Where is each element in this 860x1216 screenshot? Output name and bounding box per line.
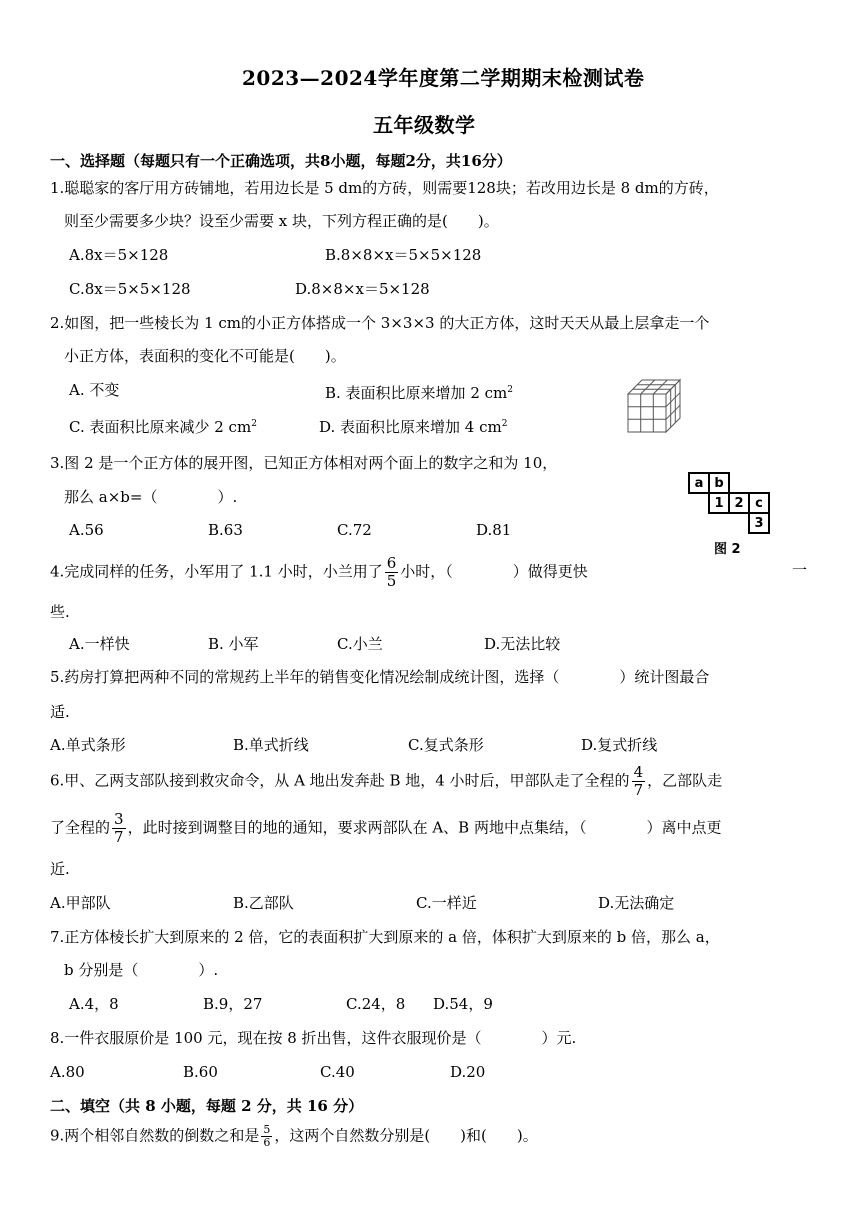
question-3-line2: 那么 a×b=（ ）. xyxy=(64,488,238,506)
question-2-line1: 2.如图，把一些棱长为 1 cm的小正方体搭成一个 3×3×3 的大正方体，这时天天从最上层拿走一个 xyxy=(50,314,710,332)
question-7-line1: 7.正方体棱长扩大到原来的 2 倍，它的表面积扩大到原来的 a 倍，体积扩大到原来的 b 倍，那么 a， xyxy=(50,928,720,946)
question-1-option-b: B.8×8×x＝5×5×128 xyxy=(325,246,482,264)
question-6-option-c: C.一样近 xyxy=(416,894,477,912)
question-6-option-d: D.无法确定 xyxy=(598,894,675,912)
page-title: 2023—2024学年度第二学期期末检测试卷 xyxy=(242,66,645,90)
question-8-line1: 8.一件衣服原价是 100 元，现在按 8 折出售，这件衣服现价是（ ）元. xyxy=(50,1029,577,1047)
question-5-option-a: A.单式条形 xyxy=(50,736,126,754)
question-1-line1: 1.聪聪家的客厅用方砖铺地，若用边长是 5 dm的方砖，则需要128块；若改用边长是 8 dm的方砖， xyxy=(50,179,719,197)
question-1-option-a: A.8x＝5×128 xyxy=(69,246,169,264)
question-4-option-a: A.一样快 xyxy=(69,635,130,653)
question-4-line1: 4.完成同样的任务，小军用了 1.1 小时，小兰用了 $\frac{6}{5}$ 小时，（ ）做得更快 xyxy=(50,554,588,590)
question-2-line2: 小正方体，表面积的变化不可能是( )。 xyxy=(64,347,346,365)
question-7-line2: b 分别是（ ）. xyxy=(64,961,219,979)
question-4-option-b: B. 小军 xyxy=(208,635,259,653)
fraction-4-7: $\frac{4}{7}$ xyxy=(633,763,644,799)
fraction-3-7: $\frac{3}{7}$ xyxy=(114,810,124,846)
question-5-option-c: C.复式条形 xyxy=(408,736,484,754)
question-1-line2: 则至少需要多少块？设至少需要 x 块，下列方程正确的是( )。 xyxy=(64,212,499,230)
question-8-option-c: C.40 xyxy=(320,1063,355,1081)
question-3-option-b: B.63 xyxy=(208,521,243,539)
question-3-option-a: A.56 xyxy=(69,521,104,539)
question-2-option-b: B. 表面积比原来增加 2 $cm^2$ xyxy=(325,384,513,402)
net-cell-3: 3 xyxy=(749,513,769,533)
net-caption: 图 2 xyxy=(714,542,741,557)
net-cell-2: 2 xyxy=(729,493,749,513)
cube-figure xyxy=(626,378,690,434)
net-cell-a: a xyxy=(689,473,709,493)
question-4-line2: 些. xyxy=(50,603,70,621)
question-8-option-b: B.60 xyxy=(183,1063,218,1081)
question-3-line1: 3.图 2 是一个正方体的展开图，已知正方体相对两个面上的数字之和为 10， xyxy=(50,454,558,472)
question-7-option-c: C.24，8 xyxy=(346,995,406,1013)
question-4-option-d: D.无法比较 xyxy=(484,635,561,653)
question-1-option-d: D.8×8×x＝5×128 xyxy=(295,280,430,298)
question-5-line1: 5.药房打算把两种不同的常规药上半年的销售变化情况绘制成统计图，选择（ ）统计图最合 xyxy=(50,668,710,686)
section-heading-choice: 一、选择题（每题只有一个正确选项，共8小题，每题2分，共16分） xyxy=(50,152,512,170)
fraction-5-6: $\frac{5}{6}$ xyxy=(263,1123,271,1149)
question-1-option-c: C.8x＝5×5×128 xyxy=(69,280,191,298)
question-4-option-c: C.小兰 xyxy=(337,635,383,653)
page-subtitle: 五年级数学 xyxy=(373,113,476,137)
question-3-option-c: C.72 xyxy=(337,521,372,539)
question-7-option-b: B.9，27 xyxy=(203,995,263,1013)
question-2-option-c: C. 表面积比原来减少 2 $cm^2$ xyxy=(69,418,257,436)
fraction-6-5: $\frac{6}{5}$ xyxy=(386,554,397,590)
question-6-line3: 近. xyxy=(50,860,70,878)
question-4-line1-end: 一 xyxy=(792,561,808,579)
question-2-option-a: A. 不变 xyxy=(69,381,120,399)
section-heading-fill: 二、填空（共 8 小题，每题 2 分，共 16 分） xyxy=(50,1097,364,1115)
question-5-option-d: D.复式折线 xyxy=(581,736,658,754)
question-6-option-b: B.乙部队 xyxy=(233,894,294,912)
question-6-line2: 了全程的 $\frac{3}{7}$ ，此时接到调整目的地的通知，要求两部队在 A、B 两地中点集结，（ ）离中点更 xyxy=(50,810,722,846)
question-7-option-d: D.54，9 xyxy=(433,995,493,1013)
net-cell-b: b xyxy=(709,473,729,493)
question-3-option-d: D.81 xyxy=(476,521,512,539)
cube-net-figure xyxy=(688,472,770,557)
net-cell-1: 1 xyxy=(709,493,729,513)
question-5-line2: 适. xyxy=(50,703,70,721)
question-7-option-a: A.4，8 xyxy=(69,995,119,1013)
question-9-line1: 9.两个相邻自然数的倒数之和是 $\frac{5}{6}$ ，这两个自然数分别是( )和( )。 xyxy=(50,1123,538,1149)
question-6-line1: 6.甲、乙两支部队接到救灾命令，从 A 地出发奔赴 B 地，4 小时后，甲部队走了全程的 $\frac{4}{7}$ ，乙部队走 xyxy=(50,763,723,799)
question-5-option-b: B.单式折线 xyxy=(233,736,309,754)
net-cell-c: c xyxy=(749,493,769,513)
question-6-option-a: A.甲部队 xyxy=(50,894,111,912)
question-8-option-a: A.80 xyxy=(50,1063,85,1081)
question-8-option-d: D.20 xyxy=(450,1063,486,1081)
question-2-option-d: D. 表面积比原来增加 4 $cm^2$ xyxy=(319,418,508,436)
